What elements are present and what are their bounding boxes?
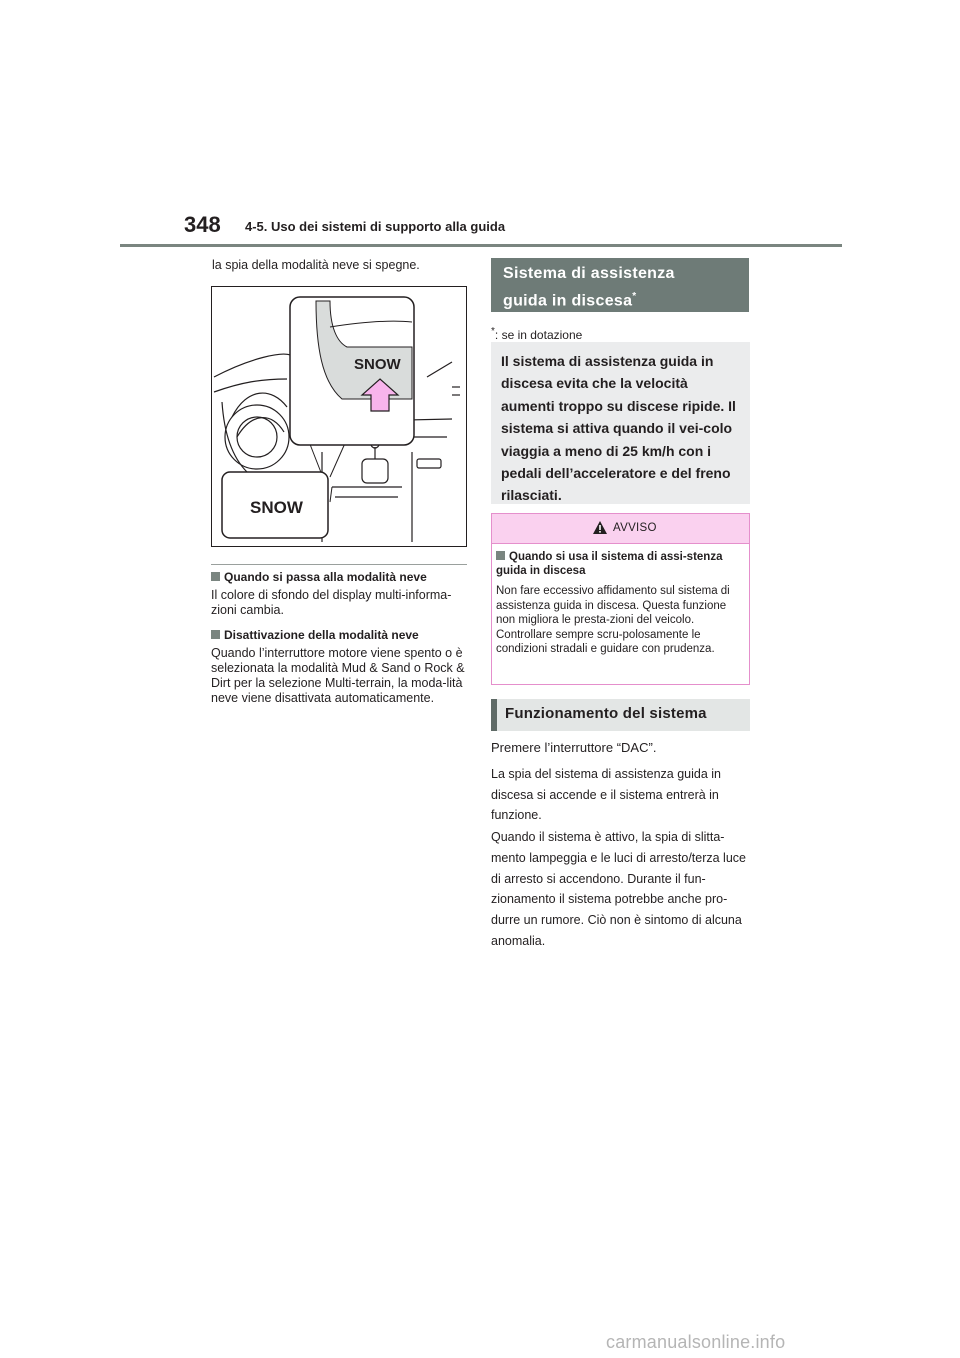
note-text-snow-off: Quando l’interruttore motore viene spento o è selezionata la modalità Mud & Sand o Rock & Dirt per la selezione Multi-terrain, la moda-lità neve viene disattivata automaticamente. xyxy=(211,646,465,705)
step-instruction: Premere l’interruttore “DAC”. xyxy=(491,740,657,755)
note-text-snow-on: Il colore di sfondo del display multi-informa-zioni cambia. xyxy=(211,588,452,617)
footer-watermark: carmanualsonline.info xyxy=(606,1332,786,1352)
note-heading-snow-on: Quando si passa alla modalità neve xyxy=(211,570,427,584)
equipment-footnote: *: se in dotazione xyxy=(491,326,583,342)
square-bullet-icon xyxy=(211,630,220,639)
dac-banner-title: Sistema di assistenza guida in discesa* xyxy=(503,265,675,310)
dac-section-banner xyxy=(491,258,749,312)
dashboard-figure xyxy=(211,286,467,547)
function-section-banner xyxy=(491,699,750,731)
function-banner-bar xyxy=(491,699,497,731)
warning-triangle-icon xyxy=(592,520,608,535)
intro-text: la spia della modalità neve si spegne. xyxy=(212,258,420,272)
square-bullet-icon xyxy=(211,572,220,581)
note-heading-snow-off: Disattivazione della modalità neve xyxy=(211,628,419,642)
snow-button-label-bottom: SNOW xyxy=(250,498,303,517)
page-number: 348 xyxy=(184,212,221,237)
square-bullet-icon xyxy=(496,551,505,560)
warning-subheading: Quando si usa il sistema di assi-stenza guida in discesa xyxy=(496,551,723,577)
dac-summary-text: Il sistema di assistenza guida in discesa evita che la velocità aumenti troppo su discese ripide. Il sistema si attiva quando il vei-colo viaggia a meno di 25 km/h con i pedali dell’acceleratore e del freno rilasciati. xyxy=(501,353,736,504)
function-heading: Funzionamento del sistema xyxy=(505,705,707,722)
warning-header xyxy=(492,514,749,544)
header-rule xyxy=(120,244,842,247)
function-description-2: Quando il sistema è attivo, la spia di slitta-mento lampeggia e le luci di arresto/terza luce di arresto si accendono. Durante il fun-zionamento il sistema potrebbe anche pro-durre un rumore. Ciò non è sintomo di alcuna anomalia. xyxy=(491,830,746,948)
function-description-1: La spia del sistema di assistenza guida in discesa si accende e il sistema entrerà in funzione. xyxy=(491,767,721,822)
warning-box xyxy=(491,513,750,685)
warning-text: Non fare eccessivo affidamento sul sistema di assistenza guida in discesa. Questa funzione non migliora le presta-zioni del veicolo. Controllare sempre scru-polosamente le condizioni stradali e guidare con prudenza. xyxy=(496,585,730,655)
dashboard-illustration xyxy=(212,287,466,546)
notes-divider xyxy=(211,564,467,565)
snow-button-label-top: SNOW xyxy=(354,356,401,373)
section-title: 4-5. Uso dei sistemi di supporto alla guida xyxy=(245,219,506,234)
dac-summary-box xyxy=(491,342,750,504)
warning-label: AVVISO xyxy=(613,522,657,534)
